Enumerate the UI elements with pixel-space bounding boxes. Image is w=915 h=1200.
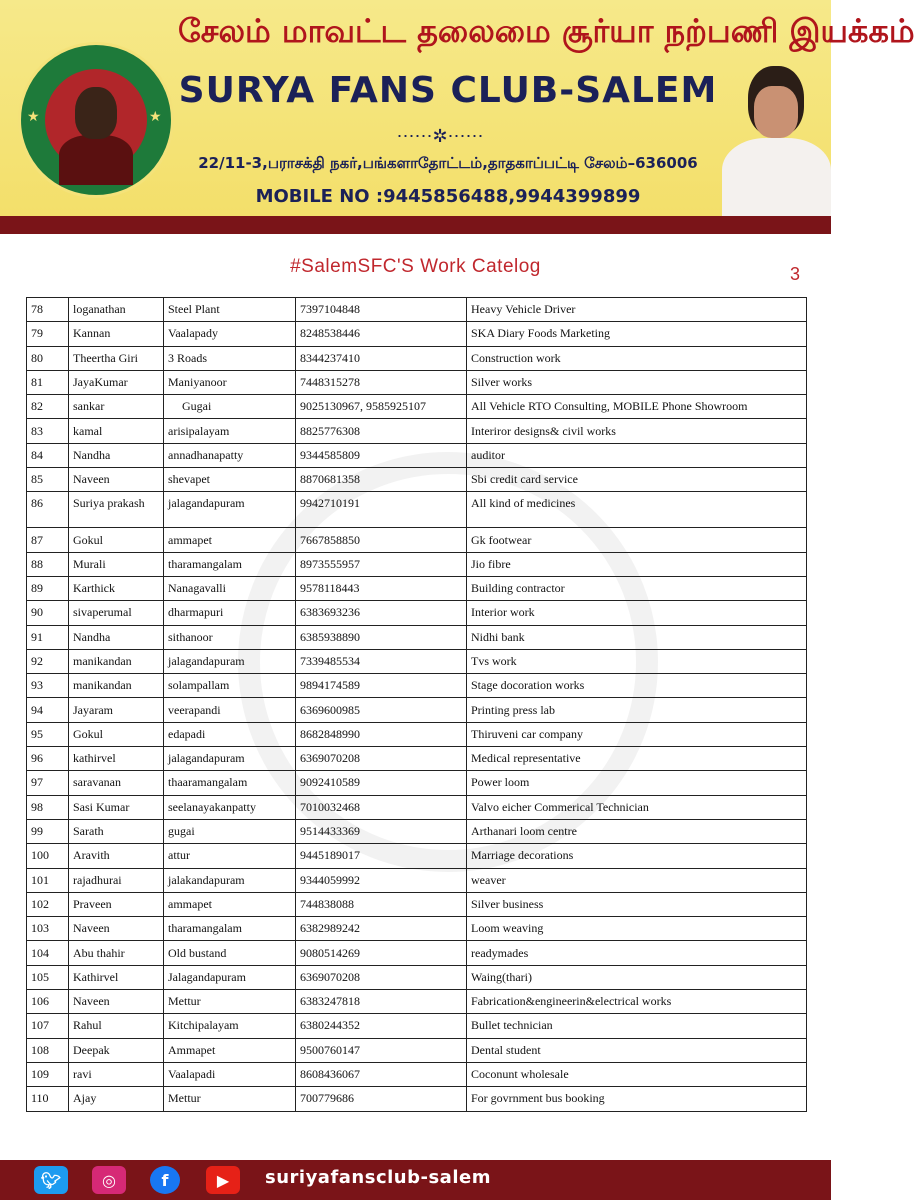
table-row — [27, 819, 807, 843]
table-row — [27, 601, 807, 625]
cell-place: tharamangalam — [164, 917, 296, 941]
mobile-numbers: MOBILE NO :9445856488,9944399899 — [255, 186, 641, 207]
table-row — [27, 771, 807, 795]
table-row — [27, 1014, 807, 1038]
cell-work: Dental student — [467, 1038, 807, 1062]
cell-place: seelanayakanpatty — [164, 795, 296, 819]
cell-no: 81 — [27, 370, 69, 394]
table-row — [27, 552, 807, 576]
cell-place: dharmapuri — [164, 601, 296, 625]
cell-no: 106 — [27, 990, 69, 1014]
cell-no: 93 — [27, 674, 69, 698]
cell-phone: 9578118443 — [296, 576, 467, 600]
cell-phone: 9500760147 — [296, 1038, 467, 1062]
cell-no: 83 — [27, 419, 69, 443]
cell-place: jalakandapuram — [164, 868, 296, 892]
cell-name: loganathan — [69, 298, 164, 322]
table-row — [27, 298, 807, 322]
cell-phone: 7010032468 — [296, 795, 467, 819]
cell-phone: 7397104848 — [296, 298, 467, 322]
cell-phone: 8608436067 — [296, 1062, 467, 1086]
cell-name: Gokul — [69, 528, 164, 552]
club-logo — [18, 42, 174, 198]
table-row — [27, 492, 807, 528]
cell-place: Mettur — [164, 990, 296, 1014]
club-name: SURYA FANS CLUB-SALEM — [178, 70, 718, 111]
table-row — [27, 747, 807, 771]
letterhead — [0, 0, 915, 218]
table-row — [27, 322, 807, 346]
cell-place: veerapandi — [164, 698, 296, 722]
cell-work: weaver — [467, 868, 807, 892]
cell-work: Valvo eicher Commerical Technician — [467, 795, 807, 819]
tamil-title: சேலம் மாவட்ட தலைமை சூர்யா நற்பணி இயக்கம் — [178, 12, 915, 50]
table-row — [27, 576, 807, 600]
cell-name: Rahul — [69, 1014, 164, 1038]
cell-work: Interior work — [467, 601, 807, 625]
table-row — [27, 395, 807, 419]
table-row — [27, 443, 807, 467]
cell-name: Jayaram — [69, 698, 164, 722]
cell-name: Theertha Giri — [69, 346, 164, 370]
star-icon: ★ — [27, 110, 40, 125]
cell-work: Thiruveni car company — [467, 722, 807, 746]
cell-no: 91 — [27, 625, 69, 649]
logo-portrait — [45, 69, 147, 171]
cell-place: ammapet — [164, 528, 296, 552]
cell-work: readymades — [467, 941, 807, 965]
cell-work: Heavy Vehicle Driver — [467, 298, 807, 322]
cell-name: rajadhurai — [69, 868, 164, 892]
cell-phone: 6369070208 — [296, 965, 467, 989]
cell-no: 84 — [27, 443, 69, 467]
cell-work: Interiror designs& civil works — [467, 419, 807, 443]
cell-name: Ajay — [69, 1087, 164, 1111]
cell-work: Arthanari loom centre — [467, 819, 807, 843]
cell-name: kamal — [69, 419, 164, 443]
table-row — [27, 419, 807, 443]
table-row — [27, 722, 807, 746]
cell-place: 3 Roads — [164, 346, 296, 370]
cell-place: Jalagandapuram — [164, 965, 296, 989]
cell-place: jalagandapuram — [164, 492, 296, 528]
cell-work: Printing press lab — [467, 698, 807, 722]
cell-place: jalagandapuram — [164, 649, 296, 673]
cell-name: Sarath — [69, 819, 164, 843]
table-row — [27, 346, 807, 370]
cell-phone: 6383693236 — [296, 601, 467, 625]
cell-name: Naveen — [69, 468, 164, 492]
cell-phone: 7448315278 — [296, 370, 467, 394]
cell-no: 99 — [27, 819, 69, 843]
cell-name: Praveen — [69, 892, 164, 916]
cell-work: Stage docoration works — [467, 674, 807, 698]
cell-name: Aravith — [69, 844, 164, 868]
cell-no: 92 — [27, 649, 69, 673]
cell-work: Bullet technician — [467, 1014, 807, 1038]
cell-name: Murali — [69, 552, 164, 576]
cell-name: Nandha — [69, 625, 164, 649]
cell-phone: 9025130967, 9585925107 — [296, 395, 467, 419]
cell-name: saravanan — [69, 771, 164, 795]
cell-place: arisipalayam — [164, 419, 296, 443]
cell-work: Sbi credit card service — [467, 468, 807, 492]
cell-no: 95 — [27, 722, 69, 746]
cell-no: 80 — [27, 346, 69, 370]
cell-place: tharamangalam — [164, 552, 296, 576]
cell-work: Coconunt wholesale — [467, 1062, 807, 1086]
cell-place: sithanoor — [164, 625, 296, 649]
cell-work: Silver works — [467, 370, 807, 394]
cell-place: annadhanapatty — [164, 443, 296, 467]
cell-phone: 8825776308 — [296, 419, 467, 443]
cell-place: Steel Plant — [164, 298, 296, 322]
cell-name: Naveen — [69, 990, 164, 1014]
cell-work: All Vehicle RTO Consulting, MOBILE Phone Showroom — [467, 395, 807, 419]
cell-no: 86 — [27, 492, 69, 528]
cell-phone: 9894174589 — [296, 674, 467, 698]
table-row — [27, 698, 807, 722]
table-row — [27, 1062, 807, 1086]
cell-name: Karthick — [69, 576, 164, 600]
cell-place: gugai — [164, 819, 296, 843]
cell-place: edapadi — [164, 722, 296, 746]
cell-name: manikandan — [69, 674, 164, 698]
cell-work: Loom weaving — [467, 917, 807, 941]
cell-name: Nandha — [69, 443, 164, 467]
cell-phone: 7667858850 — [296, 528, 467, 552]
cell-no: 110 — [27, 1087, 69, 1111]
page-number: 3 — [790, 264, 801, 284]
cell-no: 105 — [27, 965, 69, 989]
cell-phone: 744838088 — [296, 892, 467, 916]
cell-work: Power loom — [467, 771, 807, 795]
cell-work: All kind of medicines — [467, 492, 807, 528]
cell-work: Fabrication&engineerin&electrical works — [467, 990, 807, 1014]
cell-name: Naveen — [69, 917, 164, 941]
cell-work: Gk footwear — [467, 528, 807, 552]
table-row — [27, 868, 807, 892]
cell-place: ammapet — [164, 892, 296, 916]
cell-name: Sasi Kumar — [69, 795, 164, 819]
cell-phone: 8682848990 — [296, 722, 467, 746]
table-row — [27, 528, 807, 552]
actor-photo — [722, 60, 831, 218]
cell-name: Kannan — [69, 322, 164, 346]
cell-no: 94 — [27, 698, 69, 722]
cell-place: attur — [164, 844, 296, 868]
cell-place: jalagandapuram — [164, 747, 296, 771]
cell-phone: 6369070208 — [296, 747, 467, 771]
cell-place: Kitchipalayam — [164, 1014, 296, 1038]
cell-work: Medical representative — [467, 747, 807, 771]
cell-no: 100 — [27, 844, 69, 868]
table-row — [27, 674, 807, 698]
cell-phone: 8248538446 — [296, 322, 467, 346]
cell-no: 78 — [27, 298, 69, 322]
header-band — [0, 216, 831, 234]
cell-no: 97 — [27, 771, 69, 795]
cell-phone: 8973555957 — [296, 552, 467, 576]
star-icon: ★ — [149, 110, 162, 125]
cell-no: 88 — [27, 552, 69, 576]
cell-no: 107 — [27, 1014, 69, 1038]
cell-place: solampallam — [164, 674, 296, 698]
cell-phone: 9344585809 — [296, 443, 467, 467]
cell-phone: 6382989242 — [296, 917, 467, 941]
cell-place: thaaramangalam — [164, 771, 296, 795]
cell-no: 108 — [27, 1038, 69, 1062]
table-row — [27, 844, 807, 868]
cell-phone: 6383247818 — [296, 990, 467, 1014]
youtube-icon[interactable]: ▶ — [206, 1166, 240, 1194]
cell-name: ravi — [69, 1062, 164, 1086]
cell-name: Suriya prakash — [69, 492, 164, 528]
cell-phone: 9080514269 — [296, 941, 467, 965]
cell-place: Vaalapady — [164, 322, 296, 346]
cell-no: 103 — [27, 917, 69, 941]
cell-name: kathirvel — [69, 747, 164, 771]
cell-name: sivaperumal — [69, 601, 164, 625]
cell-no: 85 — [27, 468, 69, 492]
cell-work: Tvs work — [467, 649, 807, 673]
cell-work: Marriage decorations — [467, 844, 807, 868]
cell-work: Construction work — [467, 346, 807, 370]
cell-work: Jio fibre — [467, 552, 807, 576]
cell-no: 98 — [27, 795, 69, 819]
cell-name: Deepak — [69, 1038, 164, 1062]
cell-place: Mettur — [164, 1087, 296, 1111]
page-title: #SalemSFC'S Work Catelog — [290, 256, 541, 277]
table-row — [27, 990, 807, 1014]
cell-phone: 6385938890 — [296, 625, 467, 649]
cell-phone: 9445189017 — [296, 844, 467, 868]
cell-place: Maniyanoor — [164, 370, 296, 394]
cell-name: manikandan — [69, 649, 164, 673]
cell-phone: 9942710191 — [296, 492, 467, 528]
cell-no: 90 — [27, 601, 69, 625]
cell-place: Nanagavalli — [164, 576, 296, 600]
cell-work: Nidhi bank — [467, 625, 807, 649]
cell-phone: 6380244352 — [296, 1014, 467, 1038]
cell-name: Gokul — [69, 722, 164, 746]
cell-phone: 9514433369 — [296, 819, 467, 843]
cell-work: Waing(thari) — [467, 965, 807, 989]
cell-place: Gugai — [164, 395, 296, 419]
cell-place: Old bustand — [164, 941, 296, 965]
table-row — [27, 649, 807, 673]
cell-work: Building contractor — [467, 576, 807, 600]
cell-phone: 8870681358 — [296, 468, 467, 492]
cell-no: 87 — [27, 528, 69, 552]
table-row — [27, 625, 807, 649]
table-row — [27, 892, 807, 916]
cell-place: shevapet — [164, 468, 296, 492]
cell-no: 89 — [27, 576, 69, 600]
cell-place: Vaalapadi — [164, 1062, 296, 1086]
cell-phone: 8344237410 — [296, 346, 467, 370]
cell-phone: 9092410589 — [296, 771, 467, 795]
ornament-divider: ⋯⋯✲⋯⋯ — [396, 126, 484, 146]
cell-name: sankar — [69, 395, 164, 419]
table-row — [27, 965, 807, 989]
instagram-icon[interactable]: ◎ — [92, 1166, 126, 1194]
cell-name: Abu thahir — [69, 941, 164, 965]
cell-work: Silver business — [467, 892, 807, 916]
cell-phone: 6369600985 — [296, 698, 467, 722]
table-row — [27, 1038, 807, 1062]
cell-name: JayaKumar — [69, 370, 164, 394]
cell-work: auditor — [467, 443, 807, 467]
table-row — [27, 917, 807, 941]
cell-work: For govrnment bus booking — [467, 1087, 807, 1111]
facebook-icon[interactable]: f — [150, 1166, 180, 1194]
cell-no: 104 — [27, 941, 69, 965]
cell-no: 79 — [27, 322, 69, 346]
cell-phone: 7339485534 — [296, 649, 467, 673]
table-row — [27, 468, 807, 492]
cell-no: 109 — [27, 1062, 69, 1086]
address: 22/11-3,பராசக்தி நகர்,பங்களாதோட்டம்,தாதகாப்பட்டி சேலம்–636006 — [198, 154, 698, 172]
table-row — [27, 1087, 807, 1111]
cell-phone: 9344059992 — [296, 868, 467, 892]
social-handle[interactable]: suriyafansclub-salem — [265, 1167, 491, 1188]
cell-no: 96 — [27, 747, 69, 771]
work-catalog-table — [26, 297, 807, 1112]
twitter-icon[interactable]: 🐦︎ — [34, 1166, 68, 1194]
table-row — [27, 370, 807, 394]
cell-no: 101 — [27, 868, 69, 892]
cell-phone: 700779686 — [296, 1087, 467, 1111]
cell-place: Ammapet — [164, 1038, 296, 1062]
table-row — [27, 795, 807, 819]
cell-name: Kathirvel — [69, 965, 164, 989]
cell-no: 82 — [27, 395, 69, 419]
cell-no: 102 — [27, 892, 69, 916]
table-row — [27, 941, 807, 965]
cell-work: SKA Diary Foods Marketing — [467, 322, 807, 346]
